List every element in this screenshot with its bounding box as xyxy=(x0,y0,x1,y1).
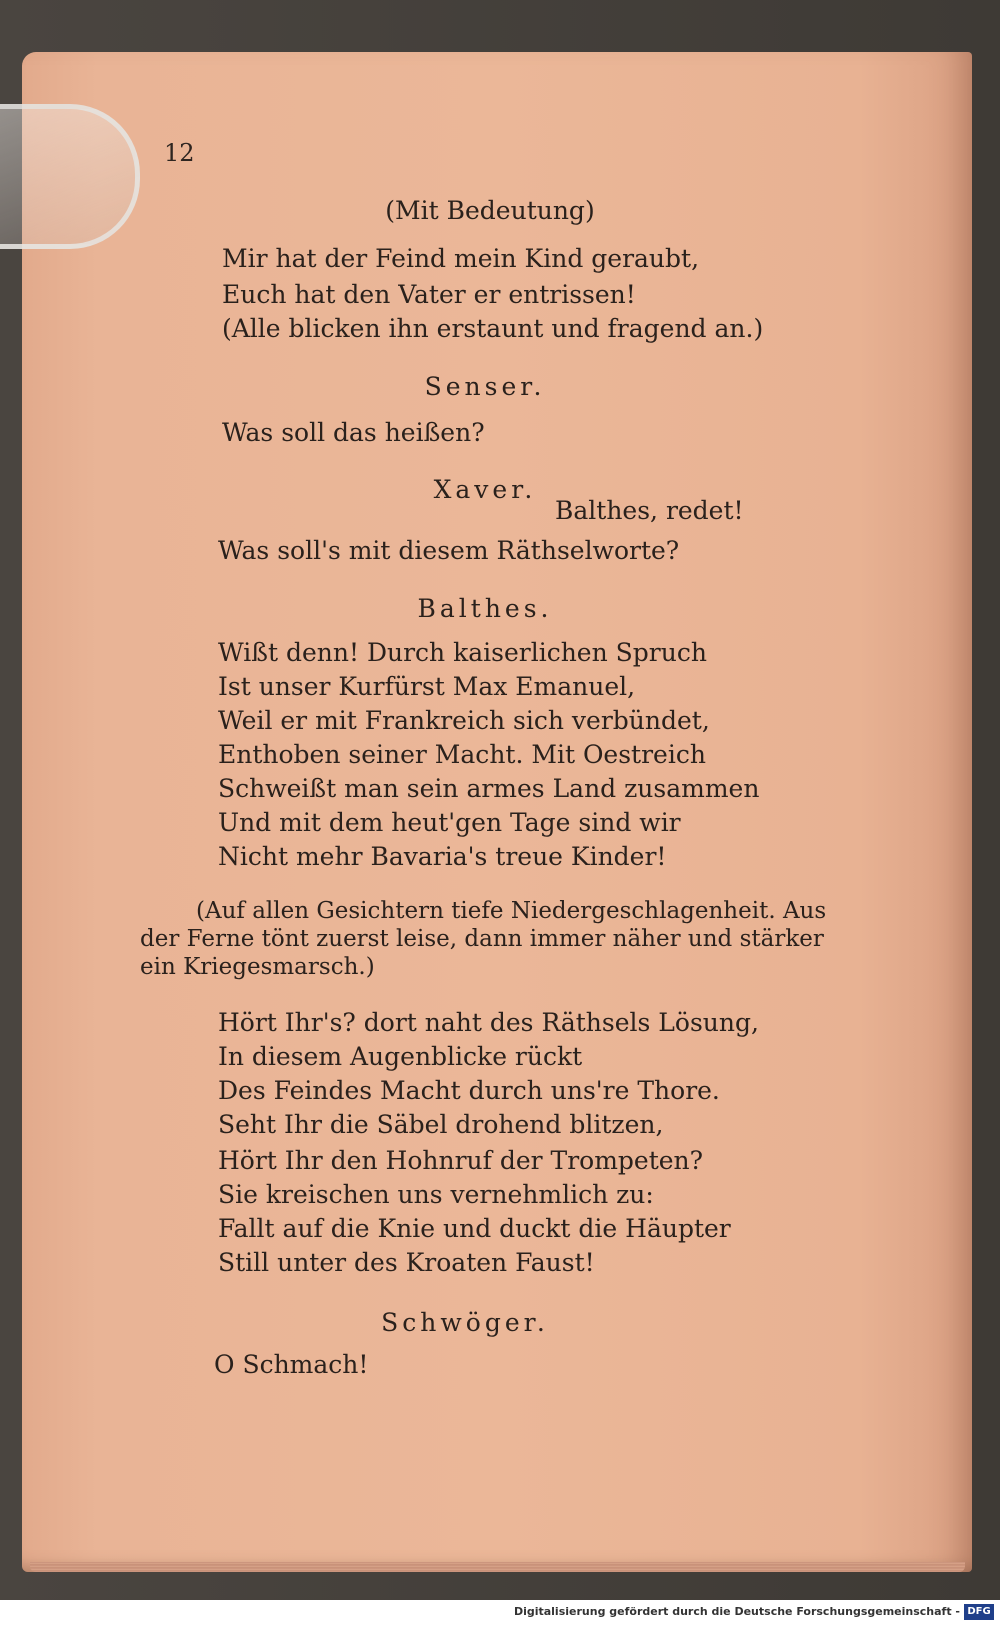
stage-direction: der Ferne tönt zuerst leise, dann immer näher und stärker xyxy=(140,926,824,952)
speaker-name: Schwöger. xyxy=(381,1308,549,1337)
verse-line: Balthes, redet! xyxy=(555,496,744,525)
dfg-logo[interactable]: DFG xyxy=(964,1604,994,1620)
stage-direction: (Auf allen Gesichtern tiefe Niedergeschlagenheit. Aus xyxy=(196,898,827,924)
verse-line: Euch hat den Vater er entrissen! xyxy=(222,280,636,309)
speaker-name: Xaver. xyxy=(433,475,537,504)
verse-line: Sie kreischen uns vernehmlich zu: xyxy=(218,1180,654,1209)
verse-line: Seht Ihr die Säbel drohend blitzen, xyxy=(218,1110,664,1139)
verse-line: Hört Ihr den Hohnruf der Trompeten? xyxy=(218,1146,704,1175)
stage-direction: ein Kriegesmarsch.) xyxy=(140,954,375,980)
verse-line: Ist unser Kurfürst Max Emanuel, xyxy=(218,672,636,701)
verse-line: Wißt denn! Durch kaiserlichen Spruch xyxy=(218,638,707,667)
verse-line: Enthoben seiner Macht. Mit Oestreich xyxy=(218,740,706,769)
verse-line: Mir hat der Feind mein Kind geraubt, xyxy=(222,244,700,273)
verse-line: In diesem Augenblicke rückt xyxy=(218,1042,583,1071)
verse-line: Nicht mehr Bavaria's treue Kinder! xyxy=(218,842,667,871)
page-bottom-edge xyxy=(30,1562,965,1572)
verse-line: Weil er mit Frankreich sich verbündet, xyxy=(218,706,710,735)
verse-line: Still unter des Kroaten Faust! xyxy=(218,1248,595,1277)
speaker-name: Senser. xyxy=(424,372,546,401)
page-clip xyxy=(0,104,140,249)
speaker-name: Balthes. xyxy=(417,594,553,623)
verse-line: Und mit dem heut'gen Tage sind wir xyxy=(218,808,681,837)
footer-bar xyxy=(0,1600,1000,1625)
verse-line: Schweißt man sein armes Land zusammen xyxy=(218,774,760,803)
verse-line: Des Feindes Macht durch uns're Thore. xyxy=(218,1076,720,1105)
stage-direction: (Mit Bedeutung) xyxy=(385,196,595,225)
funding-notice: Digitalisierung gefördert durch die Deutsche Forschungsgemeinschaft - xyxy=(513,1605,960,1618)
verse-line: O Schmach! xyxy=(214,1350,369,1379)
verse-line: Fallt auf die Knie und duckt die Häupter xyxy=(218,1214,731,1243)
verse-line: Was soll's mit diesem Räthselworte? xyxy=(218,536,680,565)
stage-direction: (Alle blicken ihn erstaunt und fragend an.) xyxy=(222,314,764,343)
verse-line: Was soll das heißen? xyxy=(222,418,485,447)
page-number: 12 xyxy=(164,139,195,167)
verse-line: Hört Ihr's? dort naht des Räthsels Lösung, xyxy=(218,1008,759,1037)
